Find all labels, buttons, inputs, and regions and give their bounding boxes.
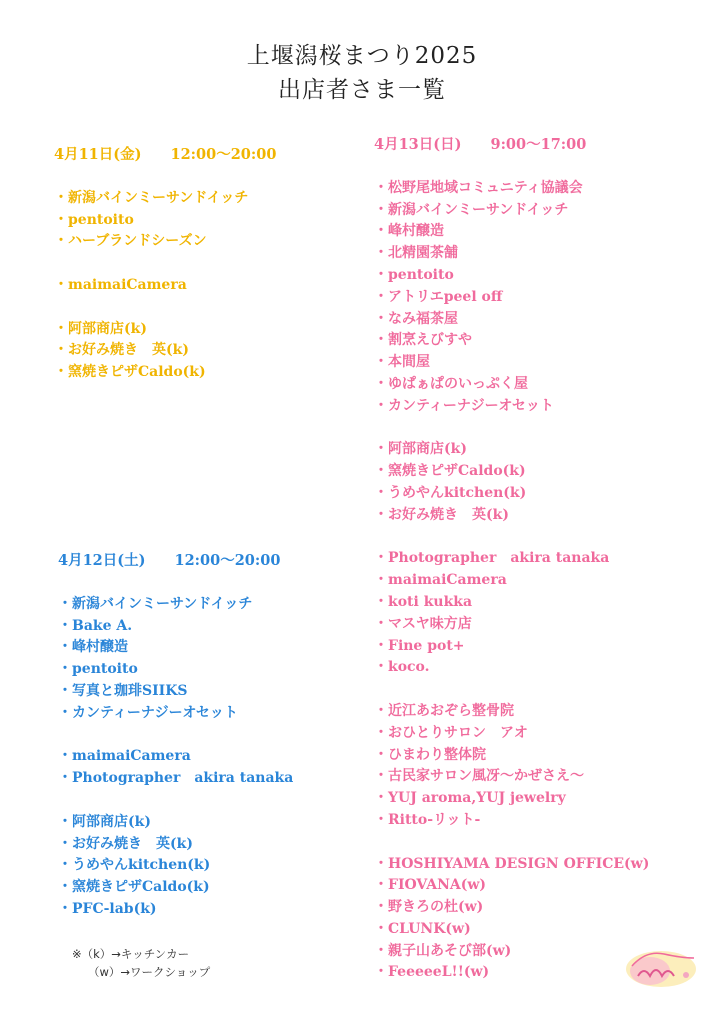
vendor-item: ・窯焼きピザCaldo(k) xyxy=(58,879,210,896)
vendor-item: ・なみ福茶屋 xyxy=(374,310,458,327)
legend-note-workshop: （w）→ワークショップ xyxy=(88,965,211,979)
vendor-item: ・阿部商店(k) xyxy=(54,320,147,337)
day2-column xyxy=(58,550,293,921)
vendor-item: ・本間屋 xyxy=(374,354,430,371)
day1-heading: 4月11日(金) 12:00〜20:00 xyxy=(54,146,277,163)
vendor-item: ・koco. xyxy=(374,659,430,676)
vendor-item: ・FIOVANA(w) xyxy=(374,877,487,894)
vendor-item: ・お好み焼き 英(k) xyxy=(54,342,189,359)
vendor-item: ・窯焼きピザCaldo(k) xyxy=(374,463,526,480)
vendor-item: ・お好み焼き 英(k) xyxy=(58,835,193,852)
vendor-item: ・ひまわり整体院 xyxy=(374,746,486,763)
vendor-item: ・Photographer akira tanaka xyxy=(58,770,294,787)
vendor-item: ・maimaiCamera xyxy=(58,748,191,765)
vendor-item: ・野きろの杜(w) xyxy=(374,899,484,916)
day3-heading: 4月13日(日) 9:00〜17:00 xyxy=(374,136,587,153)
vendor-item: ・アトリエpeel off xyxy=(374,288,503,305)
vendor-item: ・新潟バインミーサンドイッチ xyxy=(374,201,569,218)
vendor-item: ・maimaiCamera xyxy=(54,276,187,293)
vendor-item: ・新潟バインミーサンドイッチ xyxy=(58,595,253,612)
vendor-item: ・ハーブランドシーズン xyxy=(54,233,207,250)
vendor-item: ・maimaiCamera xyxy=(374,572,507,589)
vendor-item: ・ゆぱぁぱのいっぷく屋 xyxy=(374,375,528,392)
vendor-item: ・峰村醸造 xyxy=(374,223,444,240)
day2-heading: 4月12日(土) 12:00〜20:00 xyxy=(58,552,281,569)
vendor-item: ・pentoito xyxy=(54,211,134,228)
vendor-item: ・FeeeeeL!!(w) xyxy=(374,964,490,981)
vendor-item: ・CLUNK(w) xyxy=(374,920,471,937)
page-subtitle: 出店者さま一覧 xyxy=(278,77,446,103)
vendor-item: ・pentoito xyxy=(374,266,454,283)
page-title: 上堰潟桜まつり2025 xyxy=(246,43,478,69)
vendor-item: ・PFC-lab(k) xyxy=(58,900,157,917)
vendor-item: ・お好み焼き 英(k) xyxy=(374,506,509,523)
vendor-item: ・HOSHIYAMA DESIGN OFFICE(w) xyxy=(374,855,650,872)
vendor-item: ・おひとりサロン アオ xyxy=(374,724,528,741)
vendor-item: ・カンティーナジーオセット xyxy=(374,397,554,414)
vendor-item: ・阿部商店(k) xyxy=(58,813,151,830)
vendor-item: ・Bake A. xyxy=(58,617,133,634)
vendor-item: ・窯焼きピザCaldo(k) xyxy=(54,364,206,381)
vendor-item: ・pentoito xyxy=(58,661,138,678)
vendor-item: ・うめやんkitchen(k) xyxy=(58,857,211,874)
vendor-item: ・阿部商店(k) xyxy=(374,441,467,458)
vendor-item: ・近江あおぞら整骨院 xyxy=(374,702,514,719)
day3-column xyxy=(374,134,649,984)
vendor-item: ・カンティーナジーオセット xyxy=(58,704,238,721)
vendor-item: ・写真と珈琲SIIKS xyxy=(58,682,188,699)
vendor-item: ・割烹えびすや xyxy=(374,332,472,349)
vendor-item: ・マスヤ味方店 xyxy=(374,615,472,632)
sakura-festival-logo xyxy=(624,944,698,990)
vendor-item: ・新潟バインミーサンドイッチ xyxy=(54,189,249,206)
legend-note-kitchen: ※（k）→キッチンカー xyxy=(72,947,190,961)
vendor-item: ・松野尾地域コミュニティ協議会 xyxy=(374,179,583,196)
vendor-item: ・峰村醸造 xyxy=(58,639,128,656)
day1-column xyxy=(54,144,276,384)
vendor-item: ・うめやんkitchen(k) xyxy=(374,484,527,501)
vendor-item: ・古民家サロン風冴〜かぜさえ〜 xyxy=(374,768,584,785)
vendor-item: ・YUJ aroma,YUJ jewelry xyxy=(374,790,566,807)
vendor-item: ・Fine pot+ xyxy=(374,637,465,654)
vendor-item: ・Photographer akira tanaka xyxy=(374,550,610,567)
vendor-item: ・Ritto-リット- xyxy=(374,811,481,828)
vendor-item: ・親子山あそび部(w) xyxy=(374,942,512,959)
vendor-item: ・koti kukka xyxy=(374,593,473,610)
vendor-item: ・北精園茶舗 xyxy=(374,245,458,262)
